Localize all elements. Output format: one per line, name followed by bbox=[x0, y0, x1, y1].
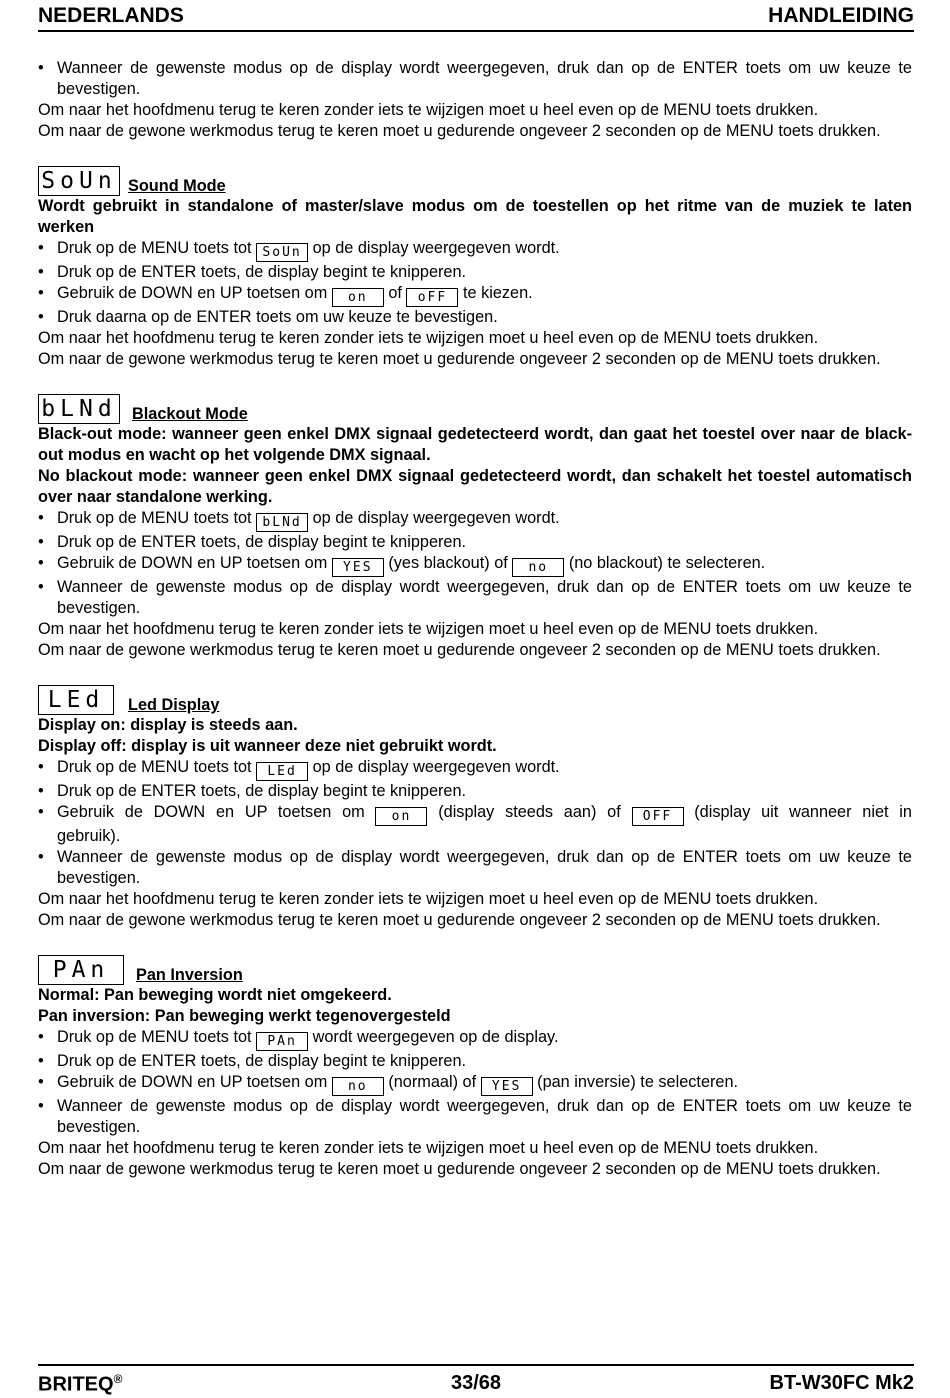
header-manual: HANDLEIDING bbox=[768, 4, 914, 27]
lcd-display-icon: oFF bbox=[406, 288, 458, 307]
section-description: Display off: display is uit wanneer deze niet gebruikt wordt. bbox=[38, 737, 497, 755]
list-item: • Druk op de ENTER toets, de display begint te knipperen. bbox=[38, 532, 912, 553]
footer-page-number: 33/68 bbox=[450, 1372, 502, 1394]
lcd-display-icon: SoUn bbox=[256, 243, 308, 262]
list-item: • Druk op de ENTER toets, de display begint te knipperen. bbox=[38, 781, 912, 802]
section-description: Black-out mode: wanneer geen enkel DMX signaal gedetecteerd wordt, dan gaat het toestel over naar de black-out modus en wacht op het volgende DMX signaal. bbox=[38, 425, 912, 464]
menu-return-text: Om naar het hoofdmenu terug te keren zonder iets te wijzigen moet u heel even op de MENU toets drukken. bbox=[38, 329, 819, 347]
lcd-display-icon: LEd bbox=[38, 685, 114, 715]
list-item: • Druk op de ENTER toets, de display begint te knipperen. bbox=[38, 262, 912, 283]
menu-return-text: Om naar het hoofdmenu terug te keren zonder iets te wijzigen moet u heel even op de MENU toets drukken. bbox=[38, 890, 819, 908]
lcd-display-icon: no bbox=[332, 1077, 384, 1096]
list-item: • Gebruik de DOWN en UP toetsen om YES (yes blackout) of no (no blackout) te selecteren. bbox=[38, 553, 912, 577]
lcd-display-icon: PAn bbox=[256, 1032, 308, 1051]
section-title: Led Display bbox=[128, 696, 220, 714]
page-header bbox=[38, 2, 914, 32]
list-item: • Wanneer de gewenste modus op de display wordt weergegeven, druk dan op de ENTER toets om uw keuze te bevestigen. bbox=[38, 58, 912, 100]
work-mode-return-text: Om naar de gewone werkmodus terug te keren moet u gedurende ongeveer 2 seconden op de MENU toets drukken. bbox=[38, 1160, 881, 1178]
section-description: Wordt gebruikt in standalone of master/slave modus om de toestellen op het ritme van de muziek te laten werken bbox=[38, 197, 912, 236]
section-description: Display on: display is steeds aan. bbox=[38, 716, 298, 734]
lcd-display-icon: on bbox=[332, 288, 384, 307]
lcd-display-icon: no bbox=[512, 558, 564, 577]
header-language: NEDERLANDS bbox=[38, 4, 184, 27]
section-title: Blackout Mode bbox=[132, 405, 248, 423]
menu-return-text: Om naar het hoofdmenu terug te keren zonder iets te wijzigen moet u heel even op de MENU toets drukken. bbox=[38, 101, 819, 119]
section-title: Pan Inversion bbox=[136, 966, 243, 984]
lcd-display-icon: LEd bbox=[256, 762, 308, 781]
list-item: • Wanneer de gewenste modus op de display wordt weergegeven, druk dan op de ENTER toets om uw keuze te bevestigen. bbox=[38, 1096, 912, 1138]
menu-return-text: Om naar het hoofdmenu terug te keren zonder iets te wijzigen moet u heel even op de MENU toets drukken. bbox=[38, 1139, 819, 1157]
work-mode-return-text: Om naar de gewone werkmodus terug te keren moet u gedurende ongeveer 2 seconden op de MENU toets drukken. bbox=[38, 350, 881, 368]
list-item: • Gebruik de DOWN en UP toetsen om on (display steeds aan) of OFF (display uit wanneer niet in gebruik). bbox=[38, 802, 912, 847]
list-item: • Wanneer de gewenste modus op de display wordt weergegeven, druk dan op de ENTER toets om uw keuze te bevestigen. bbox=[38, 577, 912, 619]
list-item: • Druk op de MENU toets tot LEd op de display weergegeven wordt. bbox=[38, 757, 912, 781]
section-description: Normal: Pan beweging wordt niet omgekeerd. bbox=[38, 986, 392, 1004]
footer-brand: BRITEQ® bbox=[38, 1372, 123, 1396]
lcd-display-icon: YES bbox=[481, 1077, 533, 1096]
list-item: • Druk op de ENTER toets, de display begint te knipperen. bbox=[38, 1051, 912, 1072]
lcd-display-icon: PAn bbox=[38, 955, 124, 985]
led-display-section bbox=[38, 683, 912, 931]
list-item: • Druk op de MENU toets tot bLNd op de display weergegeven wordt. bbox=[38, 508, 912, 532]
list-item: • Druk daarna op de ENTER toets om uw keuze te bevestigen. bbox=[38, 307, 912, 328]
work-mode-return-text: Om naar de gewone werkmodus terug te keren moet u gedurende ongeveer 2 seconden op de MENU toets drukken. bbox=[38, 911, 881, 929]
work-mode-return-text: Om naar de gewone werkmodus terug te keren moet u gedurende ongeveer 2 seconden op de MENU toets drukken. bbox=[38, 641, 881, 659]
intro-section bbox=[38, 58, 912, 142]
list-item: • Wanneer de gewenste modus op de display wordt weergegeven, druk dan op de ENTER toets om uw keuze te bevestigen. bbox=[38, 847, 912, 889]
list-item: • Druk op de MENU toets tot SoUn op de display weergegeven wordt. bbox=[38, 238, 912, 262]
section-title: Sound Mode bbox=[128, 177, 226, 195]
lcd-display-icon: bLNd bbox=[256, 513, 308, 532]
lcd-display-icon: SoUn bbox=[38, 166, 120, 196]
menu-return-text: Om naar het hoofdmenu terug te keren zonder iets te wijzigen moet u heel even op de MENU toets drukken. bbox=[38, 620, 819, 638]
work-mode-return-text: Om naar de gewone werkmodus terug te keren moet u gedurende ongeveer 2 seconden op de MENU toets drukken. bbox=[38, 122, 881, 140]
pan-inversion-section bbox=[38, 953, 912, 1180]
section-description: Pan inversion: Pan beweging werkt tegenovergesteld bbox=[38, 1007, 451, 1025]
list-item: • Druk op de MENU toets tot PAn wordt weergegeven op de display. bbox=[38, 1027, 912, 1051]
lcd-display-icon: OFF bbox=[632, 807, 684, 826]
section-description: No blackout mode: wanneer geen enkel DMX signaal gedetecteerd wordt, dan schakelt het toestel automatisch over naar standalone werking. bbox=[38, 467, 912, 506]
sound-mode-section bbox=[38, 164, 912, 370]
footer-model: BT-W30FC Mk2 bbox=[769, 1372, 914, 1394]
lcd-display-icon: bLNd bbox=[38, 394, 120, 424]
page-content bbox=[38, 58, 912, 1180]
list-item: • Gebruik de DOWN en UP toetsen om no (normaal) of YES (pan inversie) te selecteren. bbox=[38, 1072, 912, 1096]
list-item: • Gebruik de DOWN en UP toetsen om on of oFF te kiezen. bbox=[38, 283, 912, 307]
page-footer bbox=[38, 1364, 914, 1398]
lcd-display-icon: on bbox=[375, 807, 427, 826]
lcd-display-icon: YES bbox=[332, 558, 384, 577]
blackout-mode-section bbox=[38, 392, 912, 661]
